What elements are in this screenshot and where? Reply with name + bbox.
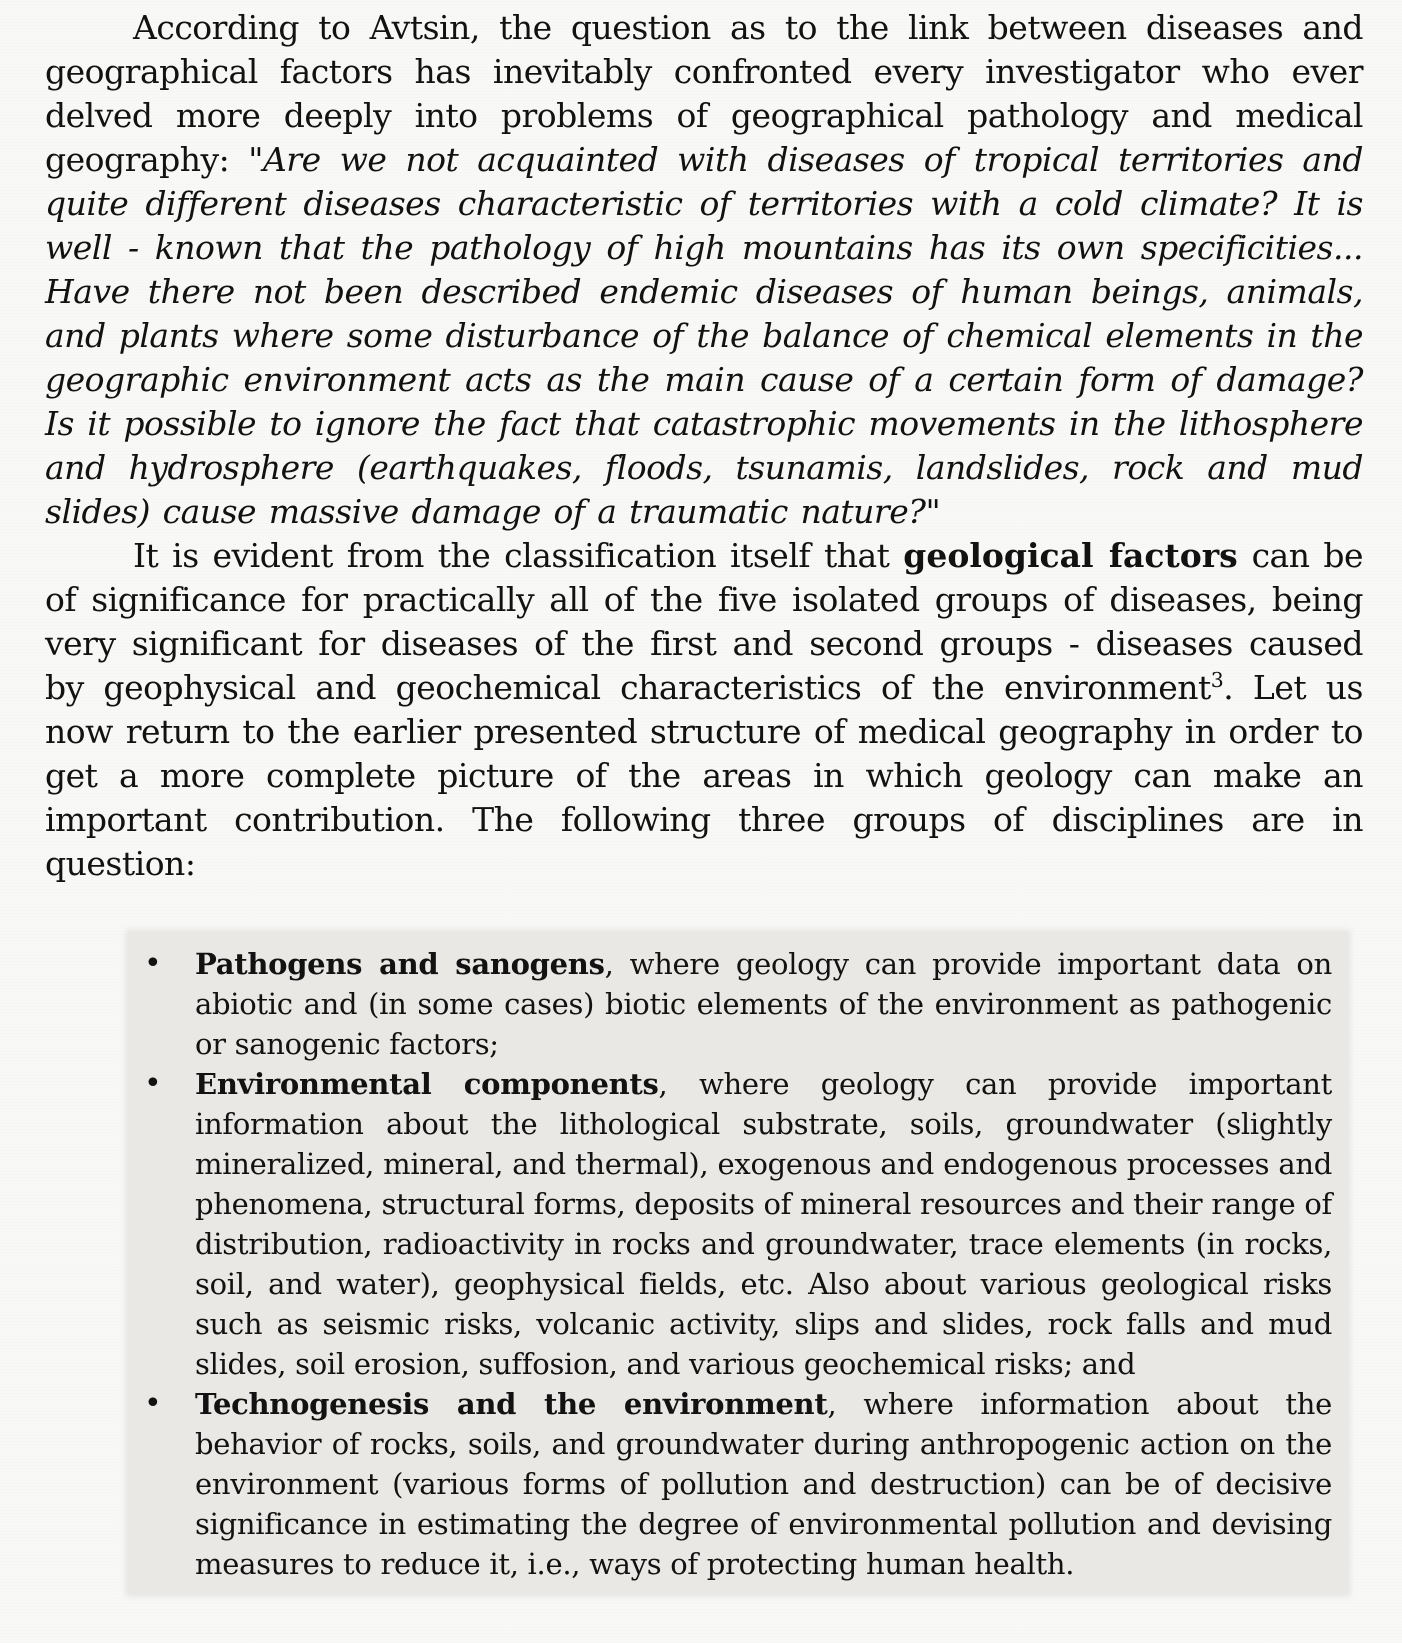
bullet-environmental-lead: Environmental components [195, 1067, 659, 1101]
bullet-icon: • [144, 1066, 162, 1101]
bold-geological-factors: geological factors [903, 536, 1238, 575]
avtsin-quotation-italic: Are we not acquainted with diseases of tropical territories and quite different diseases characteristic of territories with a cold climate? It is well - known that the pathology of high mountains has its own specificities... Have there not been described endemic diseases of human beings, animals, and plants where some disturbance of the balance of chemical elements in the geographic environment acts as the main cause of a certain form of damage? Is it possible to ignore the fact that catastrophic movements in the lithosphere and hydrosphere (earthquakes, floods, tsunamis, landslides, rock and mud slides) cause massive damage of a traumatic nature? [45, 140, 1364, 531]
paragraph-2-middle-text: can be of significance for practically all of the five isolated groups of diseases, being very significant for diseases of the first and second groups - diseases caused by geophysical and geochemical characteristics of the environment [45, 536, 1363, 707]
paragraph-2-trailing-text: . Let us now return to the earlier presented structure of medical geography in order to get a more complete picture of the areas in which geology can make an important contribution. The following three groups of disciplines are in question: [45, 668, 1363, 883]
bullet-environmental-text [195, 1064, 1332, 1384]
discipline-bullet-list [128, 932, 1348, 1594]
paragraph-avtsin-intro: According to Avtsin, the question as to the link between diseases and geographical factors has inevitably confronted every investigator who ever delved more deeply into problems of geographical pathology and medical geography: " [45, 8, 1363, 179]
bullet-pathogens-body: , where geology can provide important data on abiotic and (in some cases) biotic elements of the environment as pathogenic or sanogenic factors; [195, 947, 1332, 1061]
list-item [128, 1064, 1332, 1384]
bullet-pathogens-lead: Pathogens and sanogens [195, 947, 605, 981]
bullet-icon: • [144, 946, 162, 981]
avtsin-quotation-closing-mark: " [925, 492, 941, 531]
bullet-technogenesis-body: , where information about the behavior of rocks, soils, and groundwater during anthropogenic action on the environment (various forms of pollution and destruction) can be of decisive significance in estimating the degree of environmental pollution and devising measures to reduce it, i.e., ways of protecting human health. [195, 1387, 1332, 1581]
list-item [128, 1384, 1332, 1584]
paragraph-avtsin [45, 6, 1363, 534]
bullet-technogenesis-lead: Technogenesis and the environment [195, 1387, 828, 1421]
list-item [128, 944, 1332, 1064]
bullet-environmental-body: , where geology can provide important information about the lithological substrate, soils, groundwater (slightly mineralized, mineral, and thermal), exogenous and endogenous processes and phenomena, structural forms, deposits of mineral resources and their range of distribution, radioactivity in rocks and groundwater, trace elements (in rocks, soil, and water), geophysical fields, etc. Also about various geological risks such as seismic risks, volcanic activity, slips and slides, rock falls and mud slides, soil erosion, suffosion, and various geochemical risks; and [195, 1067, 1332, 1381]
bullet-technogenesis-text [195, 1384, 1332, 1584]
bullet-pathogens-text [195, 944, 1332, 1064]
paragraph-2-lead-text: It is evident from the classification itself that [133, 536, 904, 575]
footnote-reference-3: 3 [1210, 668, 1224, 692]
bullet-icon: • [144, 1386, 162, 1421]
paragraph-geological-factors [45, 534, 1363, 886]
